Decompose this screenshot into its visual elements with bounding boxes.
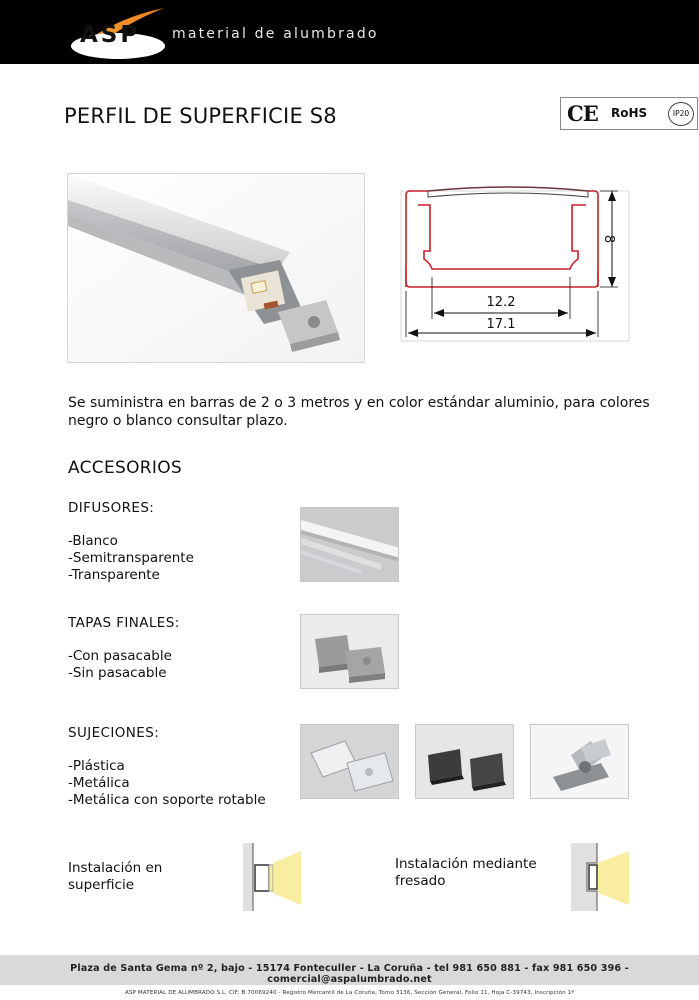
ip-rating-badge: IP20 [668,102,694,126]
technical-drawing [400,173,630,343]
list-item: -Con pasacable [68,648,172,664]
header-tagline: material de alumbrado [172,26,379,42]
install-recessed-diagram [571,843,629,911]
metal-clip-photo [415,724,514,799]
header-bar [0,0,699,64]
list-item: -Metálica [68,775,130,791]
dim-inner-width: 12.2 [486,295,516,310]
mounts-title: SUJECIONES: [68,725,160,741]
page-title: PERFIL DE SUPERFICIE S8 [64,104,337,128]
endcaps-list [68,648,172,682]
mounts-list [68,758,266,809]
list-item: -Plástica [68,758,125,774]
dim-outer-width: 17.1 [486,317,516,332]
install-recessed-label: Instalación mediante fresado [395,856,537,889]
accessories-heading: ACCESORIOS [68,458,182,478]
list-item: -Semitransparente [68,550,194,566]
footer-address: Plaza de Santa Gema nº 2, bajo - 15174 Fonteculler - La Coruña - tel 981 650 881 - fax 981 650 396 - comercial@aspalumbrado.net [70,963,629,985]
ce-mark: CE [567,101,598,126]
list-item: -Sin pasacable [68,665,167,681]
rohs-mark: RoHS [611,106,648,120]
install-surface-diagram [243,843,301,911]
dim-height: 8 [601,234,616,244]
product-description: Se suministra en barras de 2 o 3 metros y en color estándar aluminio, para colores negro o blanco consultar plazo. [68,395,650,429]
list-item: -Blanco [68,533,118,549]
product-photo [67,173,365,363]
diffusers-photo [300,507,399,582]
rotating-clip-photo [530,724,629,799]
certification-box [560,97,698,130]
list-item: -Transparente [68,567,160,583]
footer-legal: ASP MATERIAL DE ALUMBRADO S.L. CIF: B 70069240 - Registro Mercantil de La Coruña, Tomo 3136, Sección General, Folio 11, Hoja C-39743, Inscripción 1ª [124,990,575,996]
diffusers-list [68,533,194,584]
endcaps-photo [300,614,399,689]
plastic-clip-photo [300,724,399,799]
endcaps-title: TAPAS FINALES: [68,615,180,631]
diffusers-title: DIFUSORES: [68,500,155,516]
logo-text: ASP [80,22,141,48]
list-item: -Metálica con soporte rotable [68,792,266,808]
install-surface-label: Instalación en superficie [68,860,163,893]
